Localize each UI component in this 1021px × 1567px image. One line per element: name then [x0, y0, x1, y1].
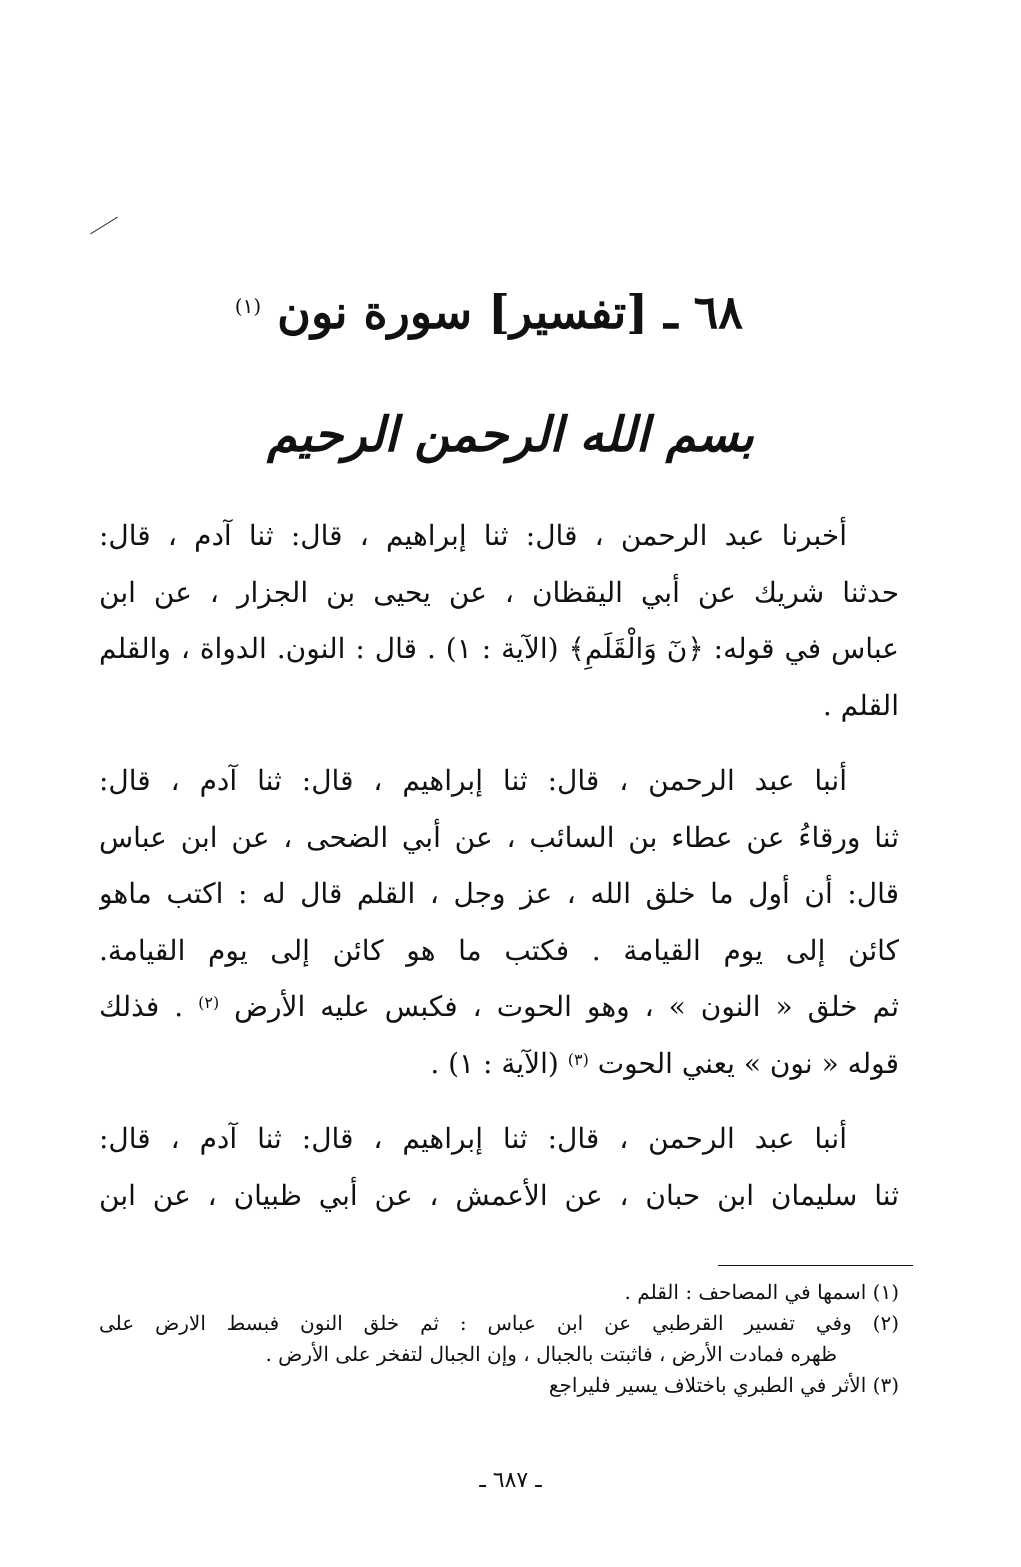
- text-segment: قوله « نون » يعني الحوت: [597, 1046, 899, 1080]
- text-line: القلم .: [822, 688, 899, 722]
- footnote-1: (١) اسمها في المصاحف : القلم .: [624, 1280, 899, 1304]
- text-segment: . فذلك: [99, 990, 184, 1023]
- footnote-2: (٢) وفي تفسير القرطبي عن ابن عباس : ثم خلق النون فبسط الارض على: [99, 1311, 899, 1335]
- text-line: حدثنا شريك عن أبي اليقظان ، عن يحيى بن الجزار ، عن ابن: [99, 575, 899, 609]
- main-text: [99, 508, 899, 1243]
- text-line: أنبا عبد الرحمن ، قال: ثنا إبراهيم ، قال: ثنا آدم ، قال:: [99, 1122, 847, 1155]
- text-line: أنبا عبد الرحمن ، قال: ثنا إبراهيم ، قال: ثنا آدم ، قال:: [99, 764, 847, 797]
- footnote-3: (٣) الأثر في الطبري باختلاف يسير فليراجع: [548, 1373, 899, 1397]
- basmala-calligraphy: بسم الله الرحمن الرحيم: [267, 407, 754, 463]
- text-line: كائن إلى يوم القيامة . فكتب ما هو كائن إلى يوم القيامة.: [99, 933, 899, 967]
- footnote-ref-3: (٣): [567, 1049, 589, 1069]
- footnote-2-continuation: ظهره فمادت الأرض ، فاثبتت بالجبال ، وإن الجبال لتفخر على الأرض .: [265, 1342, 837, 1366]
- text-segment: ثم خلق « النون » ، وهو الحوت ، فكبس عليه الأرض: [234, 990, 899, 1023]
- footnote-divider: [718, 1265, 913, 1266]
- text-line: ثنا ورقاءُ عن عطاء بن السائب ، عن أبي الضحى ، عن ابن عباس: [99, 820, 899, 854]
- page-number: ـ ٦٨٧ ـ: [479, 1468, 542, 1493]
- footnote-ref-2: (٢): [198, 993, 220, 1012]
- stray-pen-mark: [90, 217, 118, 235]
- footnotes: [99, 1277, 899, 1401]
- paragraph-1: [99, 508, 899, 734]
- text-line: [99, 979, 899, 1036]
- text-line: ثنا سليمان ابن حبان ، عن الأعمش ، عن أبي ظبيان ، عن ابن: [99, 1178, 899, 1212]
- text-line: عباس في قوله: ﴿نٓ وَالْقَلَمِ﴾ (الآية : ١) . قال : النون. الدواة ، والقلم: [99, 632, 899, 665]
- text-line: [99, 1036, 899, 1093]
- chapter-footnote-ref: (١): [234, 294, 262, 318]
- chapter-title-text: ٦٨ ـ [تفسير] سورة نون: [277, 285, 743, 339]
- text-line: قال: أن أول ما خلق الله ، عز وجل ، القلم قال له : اكتب ماهو: [99, 877, 899, 910]
- text-segment: (الآية : ١) .: [430, 1046, 559, 1080]
- paragraph-2: [99, 753, 899, 1092]
- chapter-title: [223, 282, 743, 342]
- text-line: أخبرنا عبد الرحمن ، قال: ثنا إبراهيم ، قال: ثنا آدم ، قال:: [99, 519, 847, 552]
- paragraph-3: [99, 1111, 899, 1224]
